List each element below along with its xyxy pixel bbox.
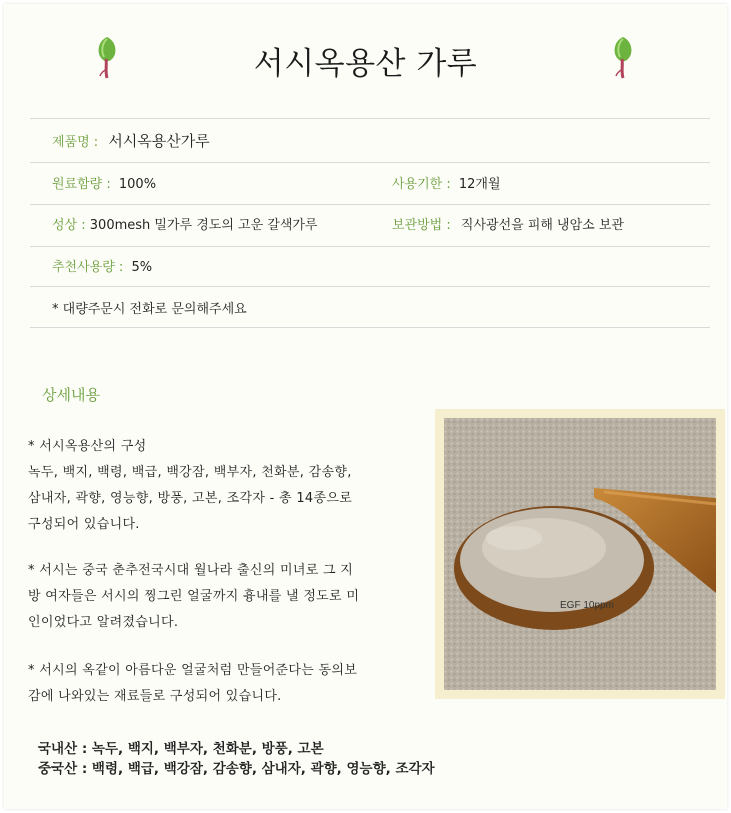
content-label: 원료함량 : <box>52 177 111 192</box>
paragraph-line: 감에 나와있는 재료들로 구성되어 있습니다. <box>28 689 282 704</box>
paragraph-line: 인이었다고 알려졌습니다. <box>28 615 179 630</box>
content-value: 100% <box>118 177 157 192</box>
domestic-origin: 국내산 : 녹두, 백지, 백부자, 천화분, 방풍, 고본 <box>38 741 324 757</box>
product-name-row <box>52 130 210 151</box>
expiry-value: 12개월 <box>458 177 501 192</box>
paragraph-line: 녹두, 백지, 백령, 백급, 백강잠, 백부자, 천화분, 감송향, <box>28 465 352 480</box>
paragraph-line: * 서시의 옥같이 아름다운 얼굴처럼 만들어준다는 동의보 <box>28 663 358 678</box>
divider <box>30 246 710 247</box>
storage-row <box>392 214 624 233</box>
paragraph-line: * 서시는 중국 춘추전국시대 월나라 출신의 미녀로 그 지 <box>28 563 354 578</box>
composition-paragraph <box>28 434 428 538</box>
divider <box>30 204 710 205</box>
paragraph-line: 삼내자, 곽향, 영능향, 방풍, 고본, 조각자 - 총 14종으로 <box>28 491 353 506</box>
storage-value: 직사광선을 피해 냉암소 보관 <box>460 218 624 233</box>
dose-row <box>52 256 152 275</box>
dose-label: 추천사용량 : <box>52 260 124 275</box>
paragraph-line: 방 여자들은 서시의 찡그린 얼굴까지 흉내를 낼 정도로 미 <box>28 589 360 604</box>
product-photo-frame <box>435 409 725 699</box>
divider <box>30 162 710 163</box>
expiry-row <box>392 173 501 192</box>
form-label: 성상 : <box>52 218 86 233</box>
form-value: 300mesh 밀가루 경도의 고운 갈색가루 <box>89 218 318 233</box>
form-row <box>52 214 318 233</box>
paragraph-line: 구성되어 있습니다. <box>28 517 140 532</box>
divider <box>30 118 710 119</box>
divider <box>30 286 710 287</box>
storage-label: 보관방법 : <box>392 218 451 233</box>
product-name-label: 제품명 : <box>52 135 99 150</box>
expiry-label: 사용기한 : <box>392 177 451 192</box>
section-heading: 상세내용 <box>42 386 100 404</box>
product-photo <box>444 418 716 690</box>
page-title: 서시옥용산 가루 <box>253 46 478 82</box>
bulk-order-note: * 대량주문시 전화로 문의해주세요 <box>52 302 247 317</box>
donguibogam-paragraph <box>28 658 428 710</box>
chinese-origin: 중국산 : 백령, 백급, 백강잠, 감송향, 삼내자, 곽향, 영능향, 조각자 <box>38 761 435 777</box>
dose-value: 5% <box>131 260 153 275</box>
divider <box>30 327 710 328</box>
content-row <box>52 173 156 192</box>
product-name-value: 서시옥용산가루 <box>108 132 210 150</box>
paragraph-line: * 서시옥용산의 구성 <box>28 439 147 454</box>
origin-story-paragraph <box>28 558 428 636</box>
photo-caption: EGF 10ppm <box>560 600 614 611</box>
